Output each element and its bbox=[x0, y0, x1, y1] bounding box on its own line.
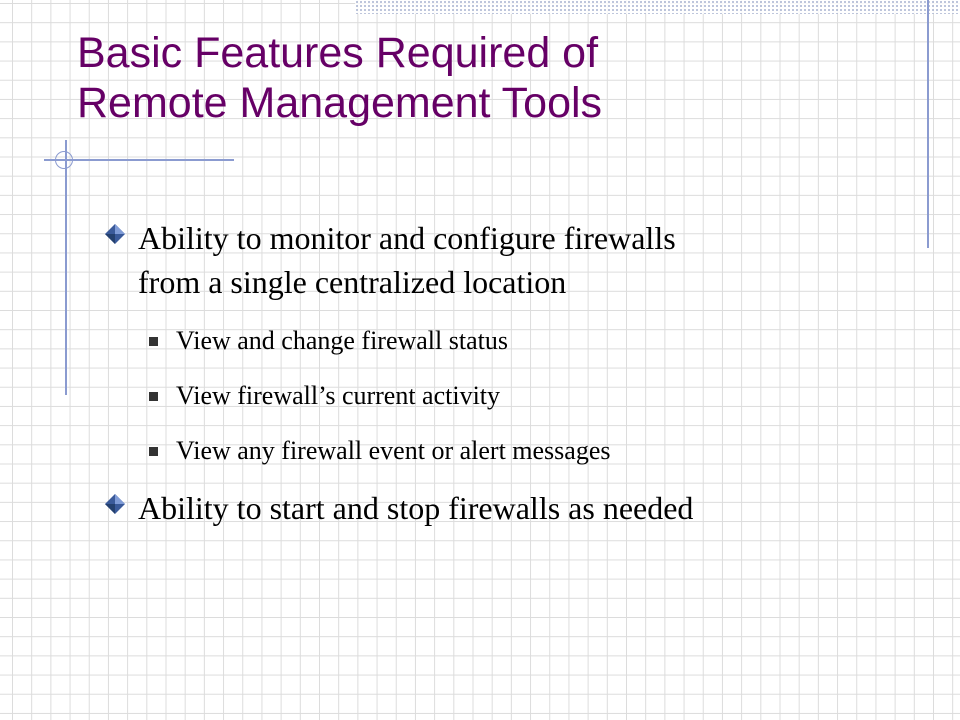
right-vertical-rule bbox=[927, 0, 929, 248]
sub-bullet-item bbox=[149, 436, 610, 466]
square-bullet-icon bbox=[149, 447, 158, 456]
slide-title-line: Basic Features Required of bbox=[77, 29, 599, 77]
sub-bullet-text: View firewall’s current activity bbox=[176, 381, 501, 410]
bullet-item bbox=[104, 486, 693, 530]
bullet-text bbox=[138, 486, 693, 530]
sub-bullet-item bbox=[149, 326, 508, 356]
sub-bullet-text: View and change firewall status bbox=[176, 326, 508, 355]
diamond-bullet-icon bbox=[104, 493, 126, 515]
ring-decoration bbox=[55, 151, 73, 169]
bullet-text bbox=[138, 216, 676, 304]
square-bullet-icon bbox=[149, 392, 158, 401]
slide-title bbox=[77, 28, 897, 128]
sub-bullet-item bbox=[149, 381, 500, 411]
dotted-band-decoration bbox=[355, 0, 960, 14]
sub-bullet-text: View any firewall event or alert messages bbox=[176, 436, 611, 465]
bullet-text-line: Ability to start and stop firewalls as needed bbox=[138, 490, 694, 526]
left-vertical-rule bbox=[65, 140, 67, 395]
bullet-text-line: from a single centralized location bbox=[138, 264, 567, 300]
bullet-text-line: Ability to monitor and configure firewalls bbox=[138, 220, 676, 256]
square-bullet-icon bbox=[149, 337, 158, 346]
bullet-item bbox=[104, 216, 676, 304]
slide-title-line: Remote Management Tools bbox=[77, 79, 603, 127]
diamond-bullet-icon bbox=[104, 223, 126, 245]
